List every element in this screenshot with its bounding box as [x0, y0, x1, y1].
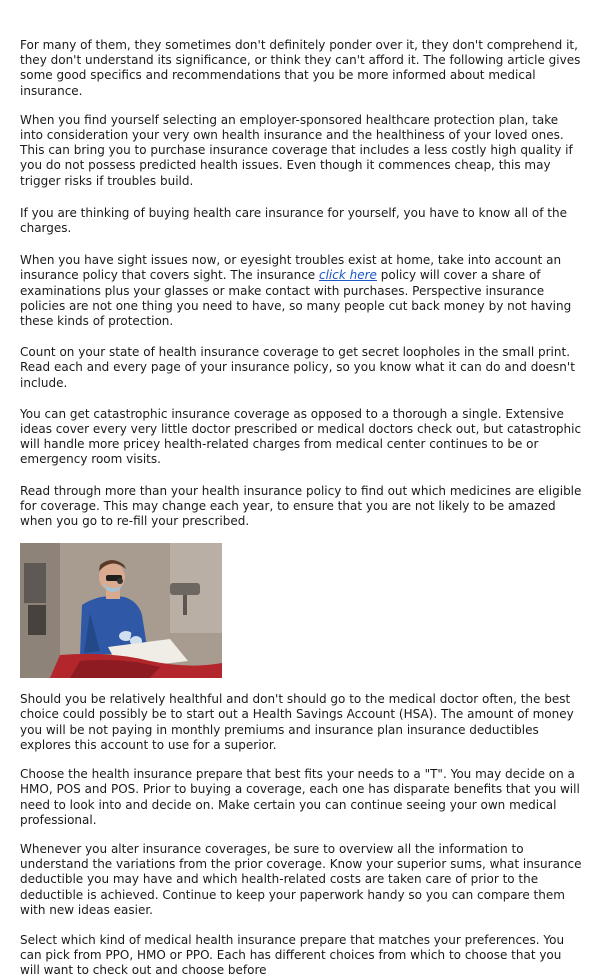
- article-body: [20, 38, 582, 979]
- paragraph-8: Should you be relatively healthful and don't should go to the medical doctor often, the best choice could possibly be to start out a Health Savings Account (HSA). The amount of money you will be not paying in monthly premiums and insurance plan insurance deductibles explores this account to use for a superior.: [20, 692, 574, 752]
- click-here-link[interactable]: click here: [319, 268, 377, 283]
- paragraph-7: Read through more than your health insurance policy to find out which medicines are eligible for coverage. This may change each year, to ensure that you are not likely to be amazed when you go to re-fill your prescribed.: [20, 483, 582, 529]
- paragraph-4: [20, 253, 582, 329]
- paragraph-3: If you are thinking of buying health care insurance for yourself, you have to know all of the charges.: [20, 205, 567, 236]
- dentist-photo: [20, 543, 222, 678]
- dentist-illustration: [20, 543, 222, 678]
- paragraph-2: When you find yourself selecting an employer-sponsored healthcare protection plan, take into consideration your very own health insurance and the healthiness of your loved ones. This can bring you to purchase insurance coverage that includes a less costly high quality if you do not possess predicted health issues. Even though it commences cheap, this may trigger risks if troubles build.: [20, 112, 573, 188]
- paragraph-10: Whenever you alter insurance coverages, be sure to overview all the information to understand the variations from the prior coverage. Know your superior sums, what insurance deductible you may have and which health-related costs are taken care of prior to the deductible is achieved. Continue to keep your paperwork handy so you can compare them with new ideas easier.: [20, 841, 582, 917]
- paragraph-4-text-end: policy will cover a share of examinations plus your glasses or make contact with purchases. Perspective insurance policies are not one thing you need to have, so many people cut back money by not having these kinds of protection.: [20, 268, 572, 329]
- paragraph-5: Count on your state of health insurance coverage to get secret loopholes in the small print. Read each and every page of your insurance policy, so you know what it can do and doesn't include.: [20, 345, 575, 390]
- paragraph-6: You can get catastrophic insurance coverage as opposed to a thorough a single. Extensive ideas cover every very little doctor prescribed or medical doctors check out, but catastrophic will handle more pricey health-related charges from medical center continues to be or emergency room visits.: [20, 406, 582, 467]
- paragraph-9: Choose the health insurance prepare that best fits your needs to a "T". You may decide on a HMO, POS and POS. Prior to buying a coverage, each one has disparate benefits that you will need to look into and decide on. Make certain you can continue seeing your own medical professional.: [20, 767, 580, 827]
- paragraph-11: Select which kind of medical health insurance prepare that matches your preferences. You can pick from PPO, HMO or PPO. Each has different choices from which to choose that you will want to check out and choose before: [20, 932, 565, 978]
- paragraph-1: For many of them, they sometimes don't definitely ponder over it, they don't comprehend it, they don't understand its significance, or think they can't afford it. The following article gives some good specifics and recommendations that you be more informed about medical insurance.: [20, 38, 581, 98]
- paragraph-4-text-start: When you have sight issues now, or eyesight troubles exist at home, take into account an insurance policy that covers sight. The insurance: [20, 253, 562, 283]
